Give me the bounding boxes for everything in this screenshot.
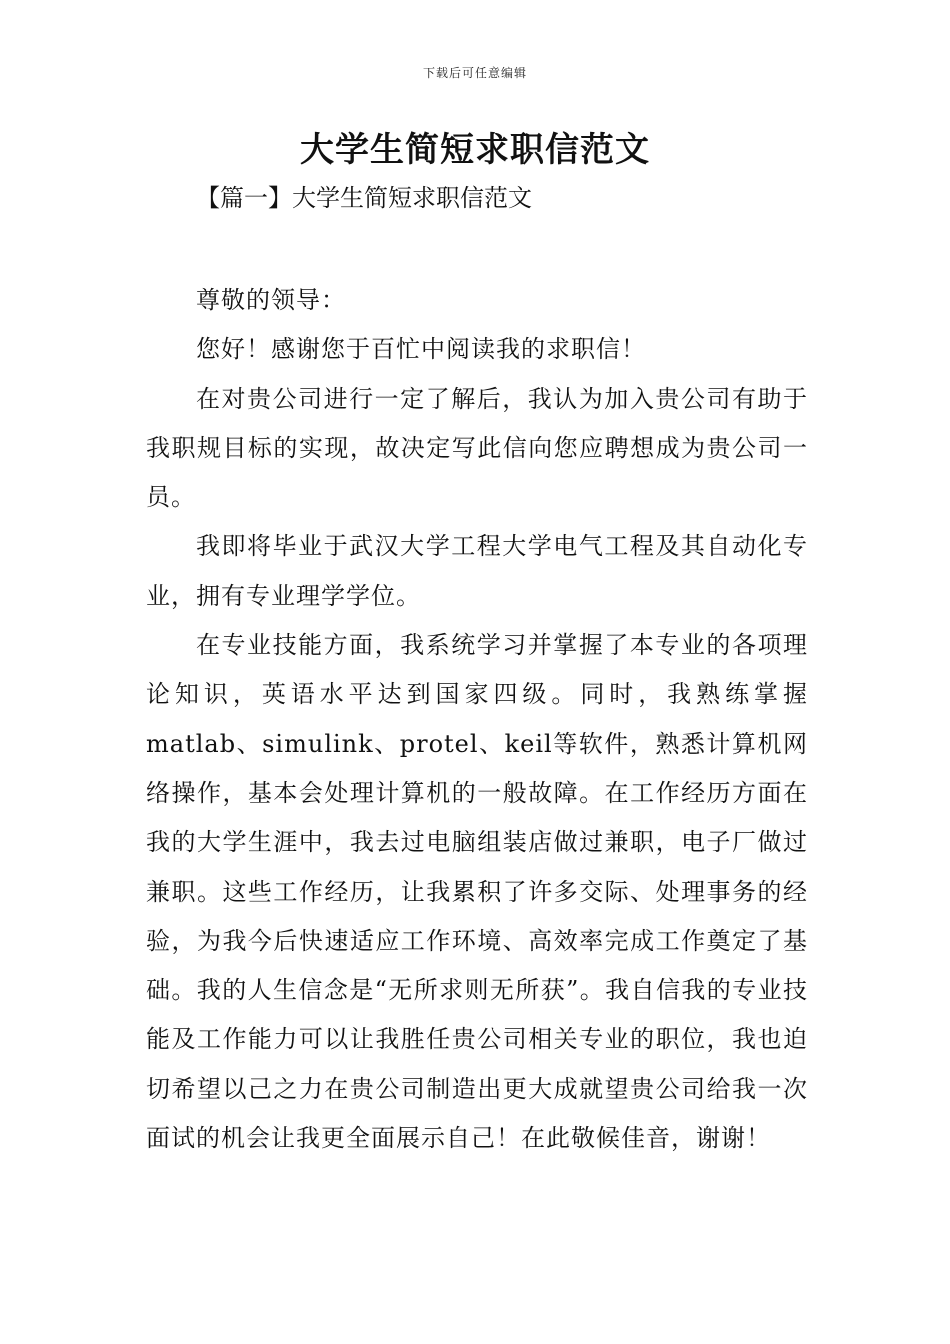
education-paragraph: 我即将毕业于武汉大学工程大学电气工程及其自动化专业，拥有专业理学学位。: [146, 532, 808, 610]
intro-paragraph: 在对贵公司进行一定了解后，我认为加入贵公司有助于我职规目标的实现，故决定写此信向您应聘想成为贵公司一员。: [146, 384, 808, 512]
skills-paragraph: 在专业技能方面，我系统学习并掌握了本专业的各项理论知识，英语水平达到国家四级。同时，我熟练掌握matlab、simulink、protel、keil等软件，熟悉计算机网络操作，基本会处理计算机的一般故障。在工作经历方面在我的大学生涯中，我去过电脑组装店做过兼职，电子厂做过兼职。这些工作经历，让我累积了许多交际、处理事务的经验，为我今后快速适应工作环境、高效率完成工作奠定了基础。我的人生信念是“无所求则无所获”。我自信我的专业技能及工作能力可以让我胜任贵公司相关专业的职位，我也迫切希望以己之力在贵公司制造出更大成就望贵公司给我一次面试的机会让我更全面展示自己！在此敬候佳音，谢谢！: [146, 631, 808, 1153]
salutation: 尊敬的领导：: [196, 286, 346, 314]
letter-body: [146, 276, 808, 1163]
page-header-note: 下载后可任意编辑: [422, 66, 527, 80]
document-title: 大学生简短求职信范文: [300, 130, 650, 170]
greeting-paragraph: 您好！感谢您于百忙中阅读我的求职信！: [196, 335, 646, 364]
section-heading: 【篇一】大学生简短求职信范文: [196, 184, 532, 212]
